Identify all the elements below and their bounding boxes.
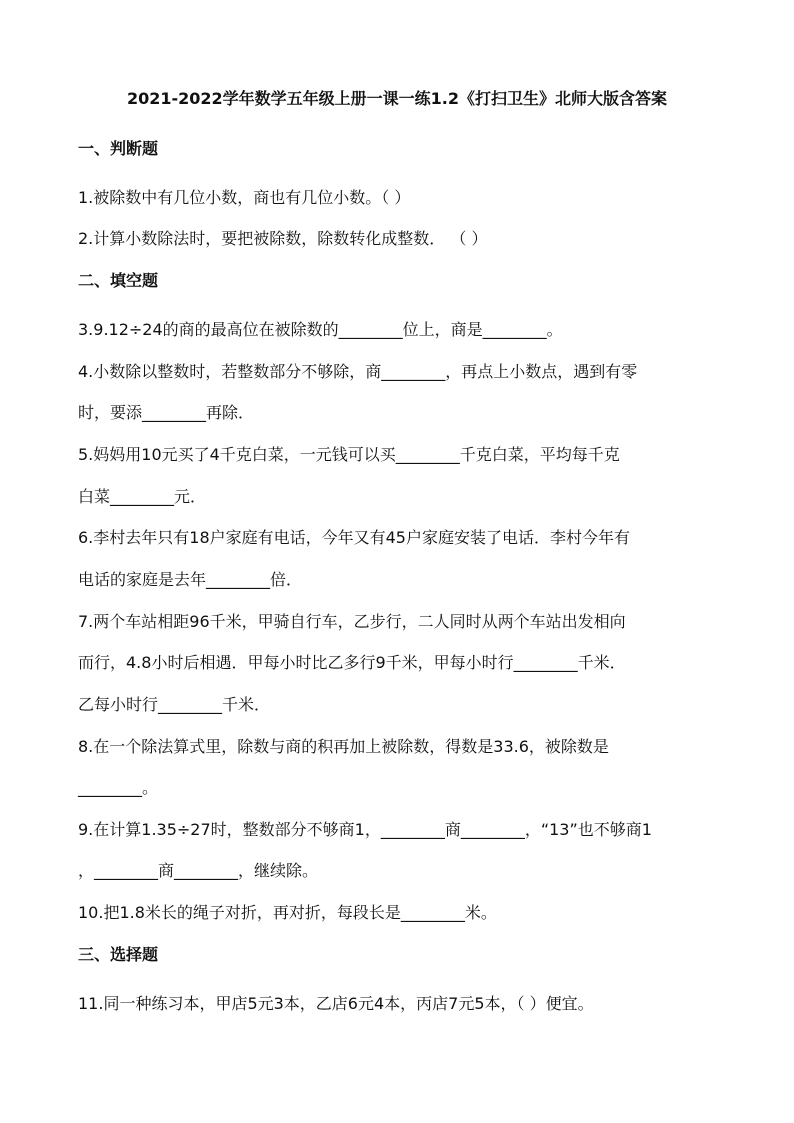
section-heading-judgment: 一、判断题	[78, 139, 159, 158]
question-10: 10.把1.8米长的绳子对折，再对折，每段长是________米。	[78, 903, 497, 922]
question-9-line-1: 9.在计算1.35÷27时，整数部分不够商1，________商________，“13”也不够商1	[78, 820, 652, 839]
question-8-line-2: ________。	[78, 778, 159, 797]
section-heading-fill-blank: 二、填空题	[78, 271, 159, 290]
document-title: 2021-2022学年数学五年级上册一课一练1.2《打扫卫生》北师大版含答案	[126, 89, 668, 108]
question-9-line-2: ，________商________，继续除。	[78, 861, 319, 880]
question-7-line-1: 7.两个车站相距96千米，甲骑自行车，乙步行，二人同时从两个车站出发相向	[78, 612, 626, 631]
question-5-line-1: 5.妈妈用10元买了4千克白菜，一元钱可以买________千克白菜，平均每千克	[78, 445, 620, 464]
question-1: 1.被除数中有几位小数，商也有几位小数。（ ）	[78, 188, 411, 207]
question-4-line-1: 4.小数除以整数时，若整数部分不够除，商________，再点上小数点，遇到有零	[78, 362, 638, 381]
question-4-line-2: 时，要添________再除．	[78, 403, 255, 422]
question-3: 3.9.12÷24的商的最高位在被除数的________位上，商是________。	[78, 320, 563, 339]
question-2: 2.计算小数除法时，要把被除数，除数转化成整数． （ ）	[78, 229, 488, 248]
question-8-line-1: 8.在一个除法算式里，除数与商的积再加上被除数，得数是33.6，被除数是	[78, 737, 609, 756]
question-5-line-2: 白菜________元．	[78, 487, 207, 506]
question-6-line-2: 电话的家庭是去年________倍．	[78, 570, 303, 589]
section-heading-choice: 三、选择题	[78, 945, 159, 964]
question-11: 11.同一种练习本，甲店5元3本，乙店6元4本，丙店7元5本，（ ）便宜。	[78, 994, 594, 1013]
question-7-line-3: 乙每小时行________千米．	[78, 695, 271, 714]
question-6-line-1: 6.李村去年只有18户家庭有电话，今年又有45户家庭安装了电话．李村今年有	[78, 528, 630, 547]
question-7-line-2: 而行，4.8小时后相遇．甲每小时比乙多行9千米，甲每小时行________千米．	[78, 653, 626, 672]
